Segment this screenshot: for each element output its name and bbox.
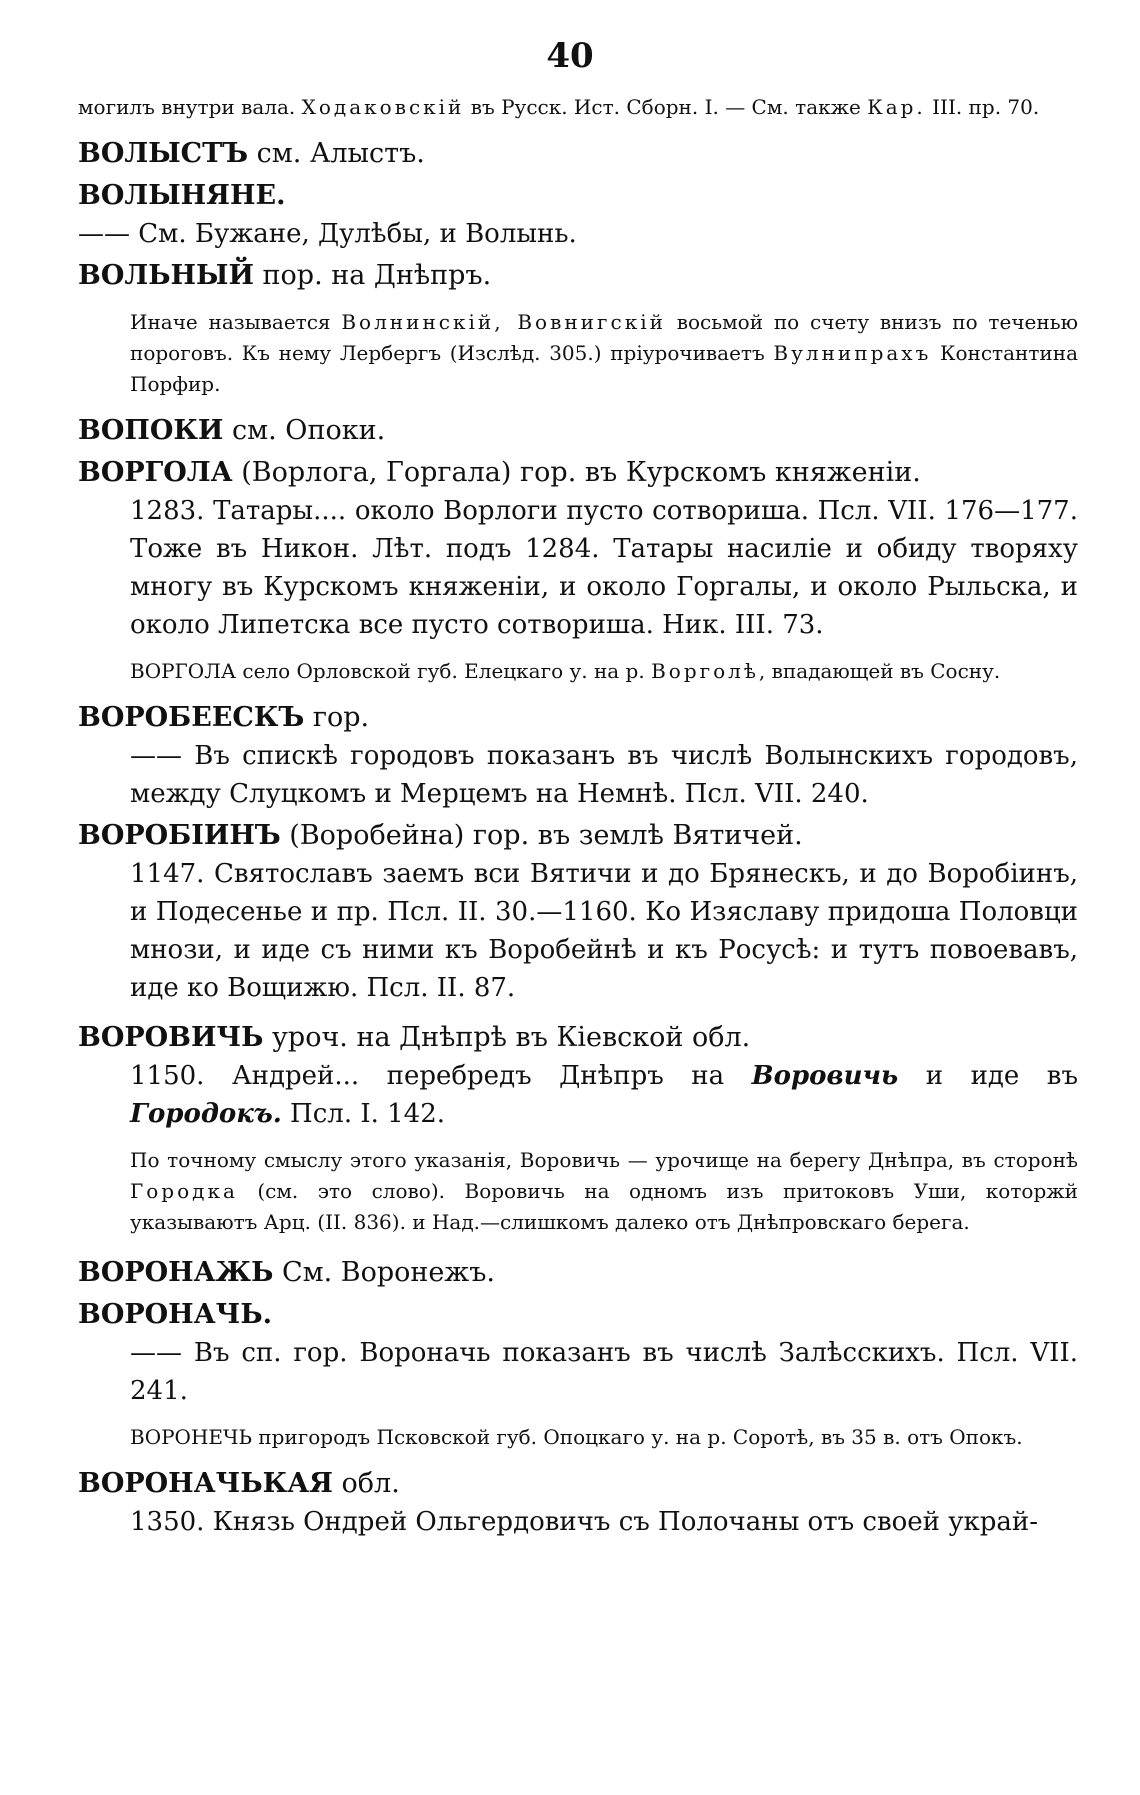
entry-voronachkaya-text: 1350. Князь Ондрей Ольгердовичъ съ Полочаны отъ своей украй-: [130, 1507, 1039, 1537]
entry-vorgola-text: 1283. Татары.... около Ворлоги пусто сотвориша. Псл. VII. 176—177. Тоже въ Никон. Лѣт. подъ 1284. Татары насиліе и обиду творяху многу въ Курскомъ княженіи, и около Горгалы, и около Рыльска, и около Липетска все пусто сотвориша. Ник. III. 73.: [130, 496, 1078, 640]
entry-vorovich-note: По точному смыслу этого указанія, Воровичь — урочище на берегу Днѣпра, въ сторонѣ Городка (см. это слово). Воровичь на одномъ изъ притоковъ Уши, которжй указываютъ Арц. (II. 836). и Над.—слишкомъ далеко отъ Днѣпровскаго берега.: [130, 1148, 1078, 1234]
entry-vorobiin-text: 1147. Святославъ заемъ вси Вятичи и до Брянескъ, и до Воробіинъ, и Подесенье и пр. Псл. II. 30.—1160. Ко Изяславу придоша Половци мнози, и иде съ ними къ Воробейнѣ и къ Росусѣ: и тутъ повоевавъ, иде ко Вощижю. Псл. II. 87.: [130, 859, 1078, 1003]
entry-volyst-heading: ВОЛЫСТЪ см. Алыстъ.: [78, 138, 425, 169]
entry-vorgola-heading: ВОРГОЛА (Ворлога, Горгала) гор. въ Курскомъ княженіи.: [78, 457, 921, 488]
entry-volyniane-ref: —— См. Бужане, Дулѣбы, и Волынь.: [78, 219, 577, 249]
top-note: могилъ внутри вала. Ходаковскій въ Русск. Ист. Сборн. I. — См. также Кар. III. пр. 70.: [78, 95, 1040, 119]
entry-voronazh-heading: ВОРОНАЖЬ См. Воронежъ.: [78, 1257, 495, 1288]
entry-vopoki-heading: ВОПОКИ см. Опоки.: [78, 415, 386, 446]
entry-vorobeesk-heading: ВОРОБЕЕСКЪ гор.: [78, 702, 370, 733]
entry-volny-note: Иначе называется Волнинскій, Вовнигскій восьмой по счету внизъ по теченью пороговъ. Къ нему Лербергъ (Изслѣд. 305.) пріурочиваетъ Вулнипрахъ Константина Порфир.: [130, 310, 1079, 396]
entry-voronach-note: ВОРОНЕЧЬ пригородъ Псковской губ. Опоцкаго у. на р. Соротѣ, въ 35 в. отъ Опокъ.: [130, 1425, 1023, 1449]
entry-vorovich-heading: ВОРОВИЧЬ уроч. на Днѣпрѣ въ Кіевской обл.: [78, 1022, 751, 1053]
entry-volny-heading: ВОЛЬНЫЙ пор. на Днѣпръ.: [78, 260, 492, 291]
entry-voronach-text: —— Въ сп. гор. Вороначь показанъ въ числѣ Залѣсскихъ. Псл. VII. 241.: [130, 1338, 1078, 1406]
page-number: 40: [546, 36, 594, 76]
entry-volyniane-heading: ВОЛЫНЯНЕ.: [78, 180, 286, 211]
entry-vorgola-note: ВОРГОЛА село Орловской губ. Елецкаго у. на р. Ворголѣ, впадающей въ Сосну.: [130, 659, 1001, 683]
entry-voronachkaya-heading: ВОРОНАЧЬКАЯ обл.: [78, 1468, 400, 1499]
entry-vorovich-text: 1150. Андрей... перебредъ Днѣпръ на Воровичь и иде въ Городокъ. Псл. I. 142.: [130, 1061, 1078, 1129]
entry-voronach-heading: ВОРОНАЧЬ.: [78, 1299, 272, 1330]
page-body: [78, 92, 1078, 1541]
entry-vorobiin-heading: ВОРОБІИНЪ (Воробейна) гор. въ землѣ Вятичей.: [78, 820, 803, 851]
entry-vorobeesk-text: —— Въ спискѣ городовъ показанъ въ числѣ Волынскихъ городовъ, между Слуцкомъ и Мерцемъ на Немнѣ. Псл. VII. 240.: [130, 741, 1078, 809]
